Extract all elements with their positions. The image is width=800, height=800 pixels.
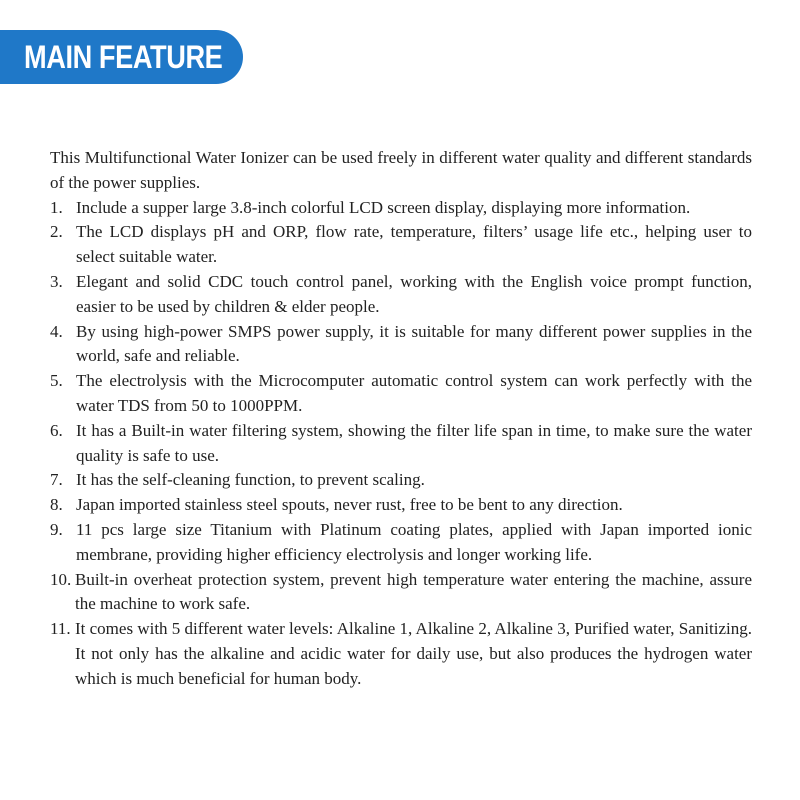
feature-number: 6. [50,420,63,440]
feature-item-5 [50,369,752,419]
feature-item-9 [50,518,752,568]
feature-text: Elegant and solid CDC touch control panel, working with the English voice prompt function, easier to be used by children & elder people. [76,271,752,316]
feature-text: By using high-power SMPS power supply, it is suitable for many different power supplies in the world, safe and reliable. [76,321,752,366]
feature-text: It has a Built-in water filtering system, showing the filter life span in time, to make sure the water quality is safe to use. [76,420,752,465]
feature-text: It comes with 5 different water levels: Alkaline 1, Alkaline 2, Alkaline 3, Purified water, Sanitizing. It not only has the alkaline and acidic water for daily use, but also produces the hydrogen water which is much beneficial for human body. [75,619,752,688]
feature-number: 2. [50,222,63,242]
feature-text: Japan imported stainless steel spouts, never rust, free to be bent to any direction. [76,495,623,515]
feature-text: The LCD displays pH and ORP, flow rate, temperature, filters’ usage life etc., helping user to select suitable water. [76,222,752,267]
feature-item-8 [50,493,752,518]
feature-number: 1. [50,197,63,217]
feature-item-4 [50,320,752,370]
feature-text: The electrolysis with the Microcomputer automatic control system can work perfectly with the water TDS from 50 to 1000PPM. [76,371,752,415]
feature-item-2 [50,220,752,270]
feature-number: 3. [50,271,63,291]
feature-item-11 [50,617,752,691]
feature-item-10 [50,568,752,618]
feature-text: 11 pcs large size Titanium with Platinum coating plates, applied with Japan imported ionic membrane, providing higher efficiency electrolysis and longer working life. [76,519,752,564]
feature-number: 7. [50,470,63,490]
feature-item-7 [50,468,752,493]
feature-content [50,146,752,692]
feature-number: 5. [50,371,63,391]
intro-paragraph: This Multifunctional Water Ionizer can be used freely in different water quality and different standards of the power supplies. [50,148,752,192]
page-title: MAIN FEATURE [24,39,223,75]
main-feature-banner [0,30,243,84]
feature-number: 11. [50,619,71,639]
feature-list [50,196,752,692]
feature-item-1 [50,196,752,221]
feature-item-3 [50,270,752,320]
feature-number: 8. [50,495,63,515]
feature-text: It has the self-cleaning function, to prevent scaling. [76,470,425,490]
feature-text: Built-in overheat protection system, prevent high temperature water entering the machine, assure the machine to work safe. [75,569,752,614]
feature-item-6 [50,419,752,469]
feature-number: 10. [50,569,72,589]
feature-text: Include a supper large 3.8-inch colorful LCD screen display, displaying more information. [76,197,691,217]
feature-number: 9. [50,519,63,539]
feature-number: 4. [50,321,63,341]
